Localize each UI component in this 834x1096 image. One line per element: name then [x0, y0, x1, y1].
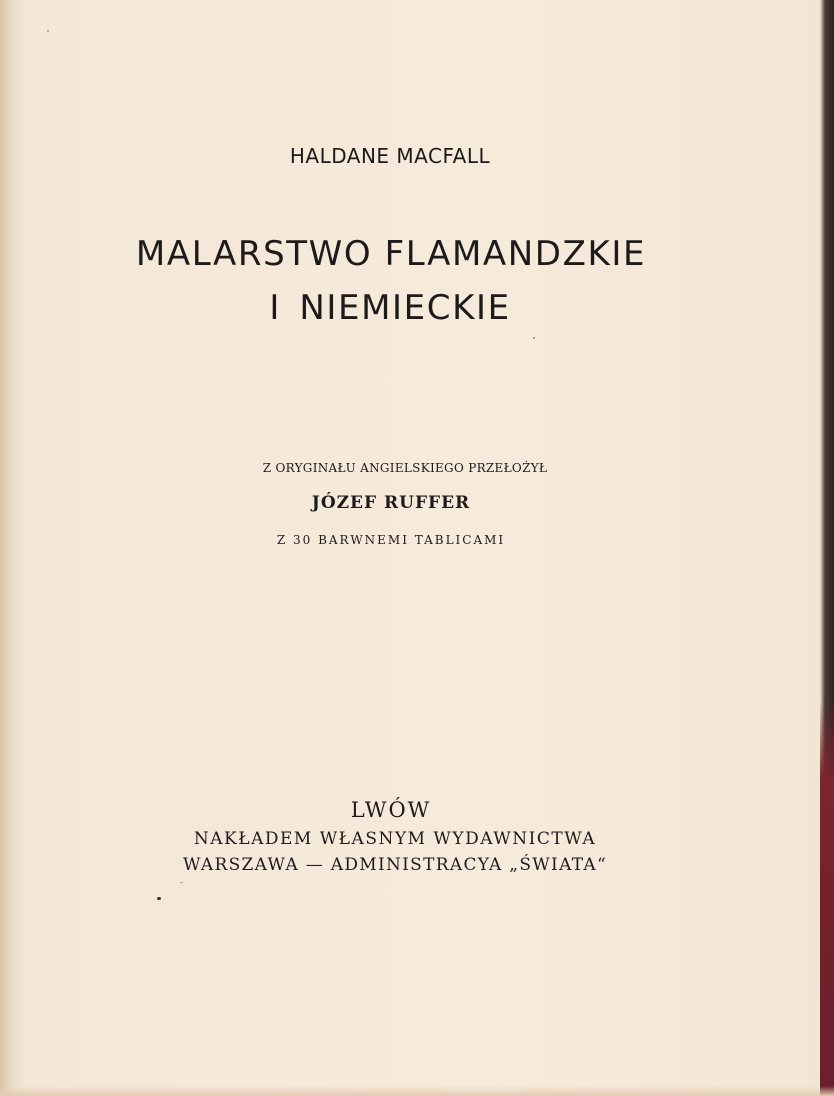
publisher-line: NAKŁADEM WŁASNYM WYDAWNICTWA — [193, 829, 597, 849]
page-bottom-edge — [0, 1086, 834, 1096]
translation-note: Z ORYGINAŁU ANGIELSKIEGO PRZEŁOŻYŁ — [262, 461, 548, 475]
paper-speck — [180, 882, 183, 883]
publication-city: LWÓW — [350, 798, 432, 822]
book-title-line-2: I NIEMIECKIE — [269, 288, 511, 328]
translator-name: JÓZEF RUFFER — [311, 493, 471, 513]
administration-line: WARSZAWA — ADMINISTRACYA „ŚWIATA“ — [183, 855, 607, 875]
paper-speck — [533, 337, 535, 339]
author-name: HALDANE MACFALL — [289, 144, 491, 168]
paper-speck — [47, 30, 49, 32]
paper-speck — [157, 897, 161, 900]
plates-note: Z 30 BARWNEMI TABLICAMI — [276, 533, 506, 547]
book-title-line-1: MALARSTWO FLAMANDZKIE — [135, 234, 647, 274]
book-cover-edge-red — [820, 700, 834, 1096]
